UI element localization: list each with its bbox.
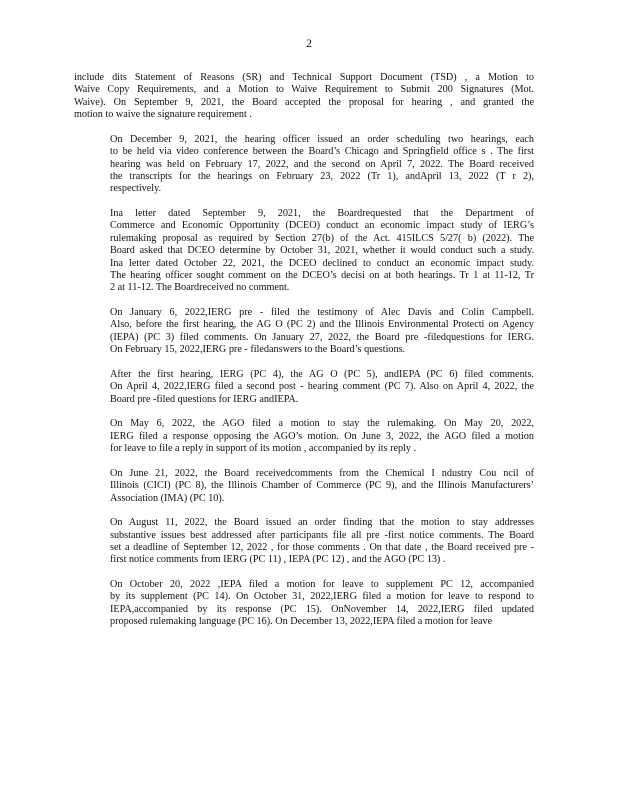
- text-line: After the first hearing, IERG (PC 4), the AG O (PC 5), andIEPA (PC 6) filed comments.: [110, 368, 534, 380]
- text-line: to be held via video conference between the Board’s Chicago and Springfield office s . The first: [110, 146, 534, 158]
- text-line: On May 6, 2022, the AGO filed a motion to stay the rulemaking. On May 20, 2022,: [110, 418, 534, 430]
- text-line: On January 6, 2022,IERG pre - filed the testimony of Alec Davis and Colin Campbell.: [110, 307, 534, 319]
- text-line: Ina letter dated September 9, 2021, the Boardrequested that the Department of: [110, 208, 534, 220]
- text-line: the transcripts for the hearings on February 23, 2022 (Tr 1), andApril 13, 2022 (T r 2),: [110, 171, 534, 183]
- text-line: substantive issues best addressed after participants file all pre -first notice comments. The Board: [110, 529, 534, 541]
- text-line: On June 21, 2022, the Board receivedcomments from the Chemical I ndustry Cou ncil of: [110, 467, 534, 479]
- text-line: Waive Copy Requirements, and a Motion to Waive Requirement to Submit 200 Signatures (Mot.: [74, 84, 534, 96]
- text-line: (IEPA) (PC 3) filed comments. On January 27, 2022, the Board pre -filedquestions for IERG.: [110, 331, 534, 343]
- paragraph: [74, 418, 534, 455]
- text-line: motion to waive the signature requirement .: [74, 109, 252, 121]
- text-line: Board pre -filed questions for IERG andIEPA.: [110, 393, 299, 405]
- document-body: [74, 72, 534, 641]
- paragraph: [74, 468, 534, 505]
- text-line: 2 at 11-12. The Boardreceived no comment.: [110, 282, 290, 294]
- paragraph: [74, 134, 534, 196]
- text-line: On December 9, 2021, the hearing officer issued an order scheduling two hearings, each: [110, 133, 534, 145]
- text-line: for leave to file a reply in support of its motion , accompanied by its reply .: [110, 443, 417, 455]
- text-line: set a deadline of September 12, 2022 , for those comments . On that date , the Board received pre -: [110, 541, 534, 553]
- text-line: On October 20, 2022 ,IEPA filed a motion for leave to supplement PC 12, accompanied: [110, 578, 534, 590]
- text-line: Also, before the first hearing, the AG O (PC 2) and the Illinois Environmental Protecti on Agency: [110, 319, 534, 331]
- text-line: hearing was held on February 17, 2022, and the second on April 7, 2022. The Board received: [110, 158, 534, 170]
- text-line: Association (IMA) (PC 10).: [110, 492, 225, 504]
- paragraph: [74, 517, 534, 567]
- paragraph: [74, 72, 534, 122]
- text-line: On April 4, 2022,IERG filed a second post - hearing comment (PC 7). Also on April 4, 2022, the: [110, 381, 534, 393]
- text-line: proposed rulemaking language (PC 16). On December 13, 2022,IEPA filed a motion for leave: [110, 616, 493, 628]
- paragraph: [74, 369, 534, 406]
- text-line: respectively.: [110, 183, 162, 195]
- paragraph: [74, 307, 534, 357]
- text-line: Illinois (CICI) (PC 8), the Illinois Chamber of Commerce (PC 9), and the Illinois Manufacturers’: [110, 480, 534, 492]
- page-number: 2: [306, 36, 312, 50]
- text-line: The hearing officer sought comment on the DCEO’s decisi on at both hearings. Tr 1 at 11-12, Tr: [110, 270, 534, 282]
- text-line: Waive). On September 9, 2021, the Board accepted the proposal for hearing , and granted the: [74, 96, 534, 108]
- text-line: IEPA,accompanied by its response (PC 15). OnNovember 14, 2022,IERG filed updated: [110, 603, 534, 615]
- paragraph: [74, 208, 534, 295]
- text-line: Board asked that DCEO determine by October 31, 2021, whether it would conduct such a study.: [110, 245, 534, 257]
- text-line: IERG filed a response opposing the AGO’s motion. On June 3, 2022, the AGO filed a motion: [110, 430, 534, 442]
- text-line: include dits Statement of Reasons (SR) and Technical Support Document (TSD) , a Motion to: [74, 72, 534, 83]
- text-line: On August 11, 2022, the Board issued an order finding that the motion to stay addresses: [110, 517, 534, 529]
- text-line: rulemaking proposal as required by Section 27(b) of the Act. 415ILCS 5/27( b) (2022). The: [110, 232, 534, 244]
- text-line: On February 15, 2022,IERG pre - filedanswers to the Board’s questions.: [110, 344, 406, 356]
- text-line: Commerce and Economic Opportunity (DCEO) conduct an economic impact study of IERG’s: [110, 220, 534, 232]
- text-line: Ina letter dated October 22, 2021, the DCEO declined to conduct an economic impact study.: [110, 257, 534, 269]
- paragraph: [74, 579, 534, 629]
- text-line: by its supplement (PC 14). On October 31, 2022,IERG filed a motion for leave to respond to: [110, 591, 534, 603]
- text-line: first notice comments from IERG (PC 11) , IEPA (PC 12) , and the AGO (PC 13) .: [110, 554, 446, 566]
